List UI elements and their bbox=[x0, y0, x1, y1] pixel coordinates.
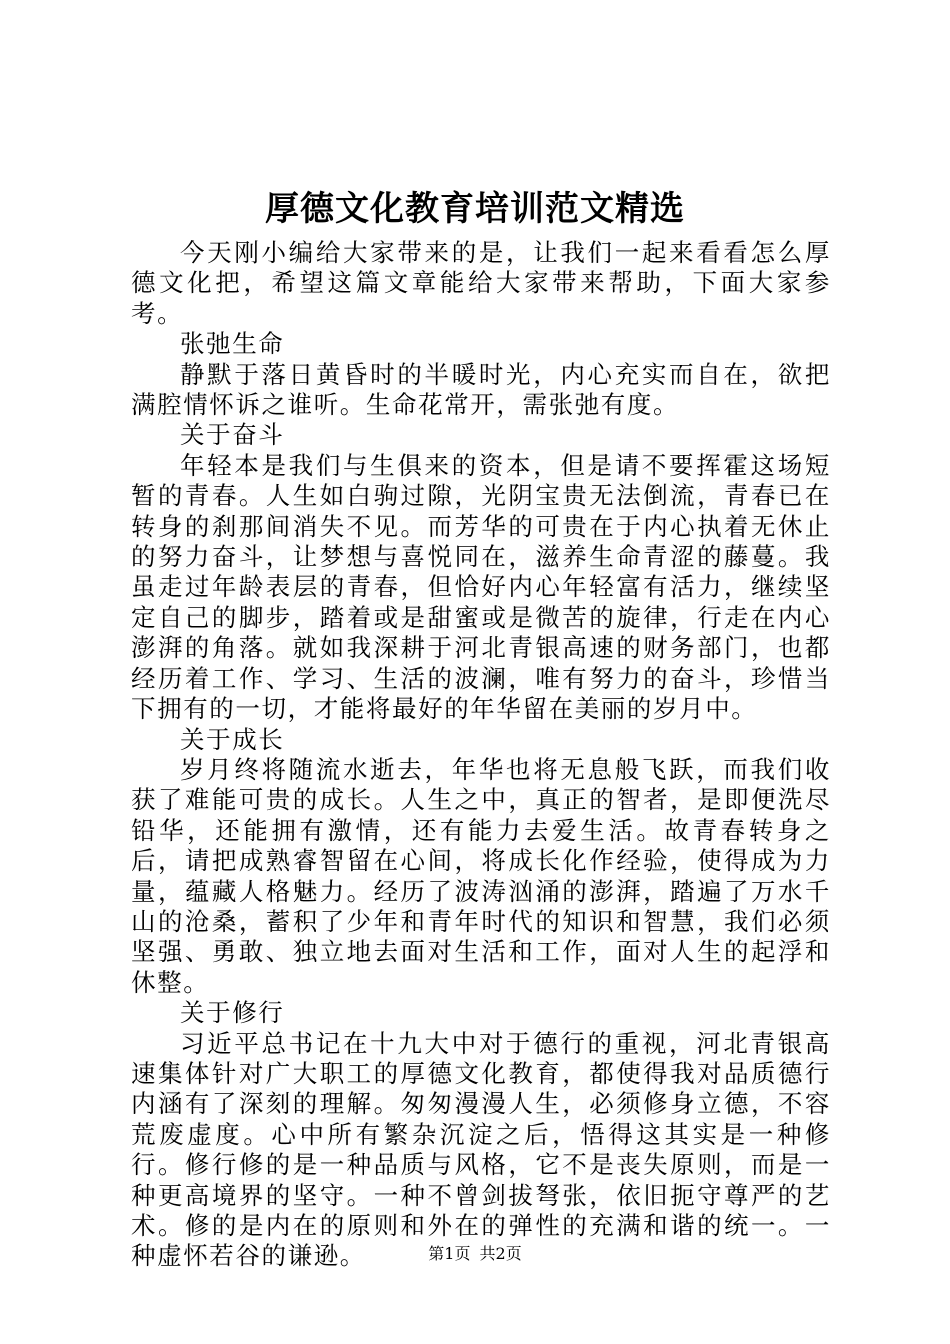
paragraph-fendou: 年轻本是我们与生俱来的资本，但是请不要挥霍这场短暂的青春。人生如白驹过隙，光阴宝贵无法倒流，青春已在转身的刹那间消失不见。而芳华的可贵在于内心执着无休止的努力奋斗，让梦想与喜悦同在，滋养生命青涩的藤蔓。我虽走过年龄表层的青春，但恰好内心年轻富有活力，继续坚定自己的脚步，踏着或是甜蜜或是微苦的旋律，行走在内心澎湃的角落。就如我深耕于河北青银高速的财务部门，也都经历着工作、学习、生活的波澜，唯有努力的奋斗，珍惜当下拥有的一切，才能将最好的年华留在美丽的岁月中。 bbox=[131, 450, 831, 724]
section-heading-xiuxing: 关于修行 bbox=[180, 998, 285, 1028]
page-footer: 第1页 共2页 bbox=[428, 1244, 522, 1263]
paragraph-xiuxing: 习近平总书记在十九大中对于德行的重视，河北青银高速集体针对广大职工的厚德文化教育，都使得我对品质德行内涵有了深刻的理解。匆匆漫漫人生，必须修身立德，不容荒废虚度。心中所有繁杂沉淀之后，悟得这其实是一种修行。修行修的是一种品质与风格，它不是丧失原则，而是一种更高境界的坚守。一种不曾剑拔弩张，依旧扼守尊严的艺术。修的是内在的原则和外在的弹性的充满和谐的统一。一种虚怀若谷的谦逊。 bbox=[131, 1028, 831, 1271]
paragraph-intro: 今天刚小编给大家带来的是，让我们一起来看看怎么厚德文化把，希望这篇文章能给大家带来帮助，下面大家参考。 bbox=[131, 238, 831, 328]
section-heading-fendou: 关于奋斗 bbox=[180, 420, 285, 450]
section-heading-zhangchi: 张弛生命 bbox=[180, 329, 285, 359]
paragraph-chengzhang: 岁月终将随流水逝去，年华也将无息般飞跃，而我们收获了难能可贵的成长。人生之中，真正的智者，是即便洗尽铅华，还能拥有激情，还有能力去爱生活。故青春转身之后，请把成熟睿智留在心间，将成长化作经验，使得成为力量，蕴藏人格魅力。经历了波涛汹涌的澎湃，踏遍了万水千山的沧桑，蓄积了少年和青年时代的知识和智慧，我们必须坚强、勇敢、独立地去面对生活和工作，面对人生的起浮和休整。 bbox=[131, 754, 831, 997]
paragraph-zhangchi: 静默于落日黄昏时的半暖时光，内心充实而自在，欲把满腔情怀诉之谁听。生命花常开，需张弛有度。 bbox=[131, 359, 831, 420]
section-heading-chengzhang: 关于成长 bbox=[180, 724, 285, 754]
document-body bbox=[131, 238, 831, 1272]
document-title: 厚德文化教育培训范文精选 bbox=[265, 189, 685, 229]
